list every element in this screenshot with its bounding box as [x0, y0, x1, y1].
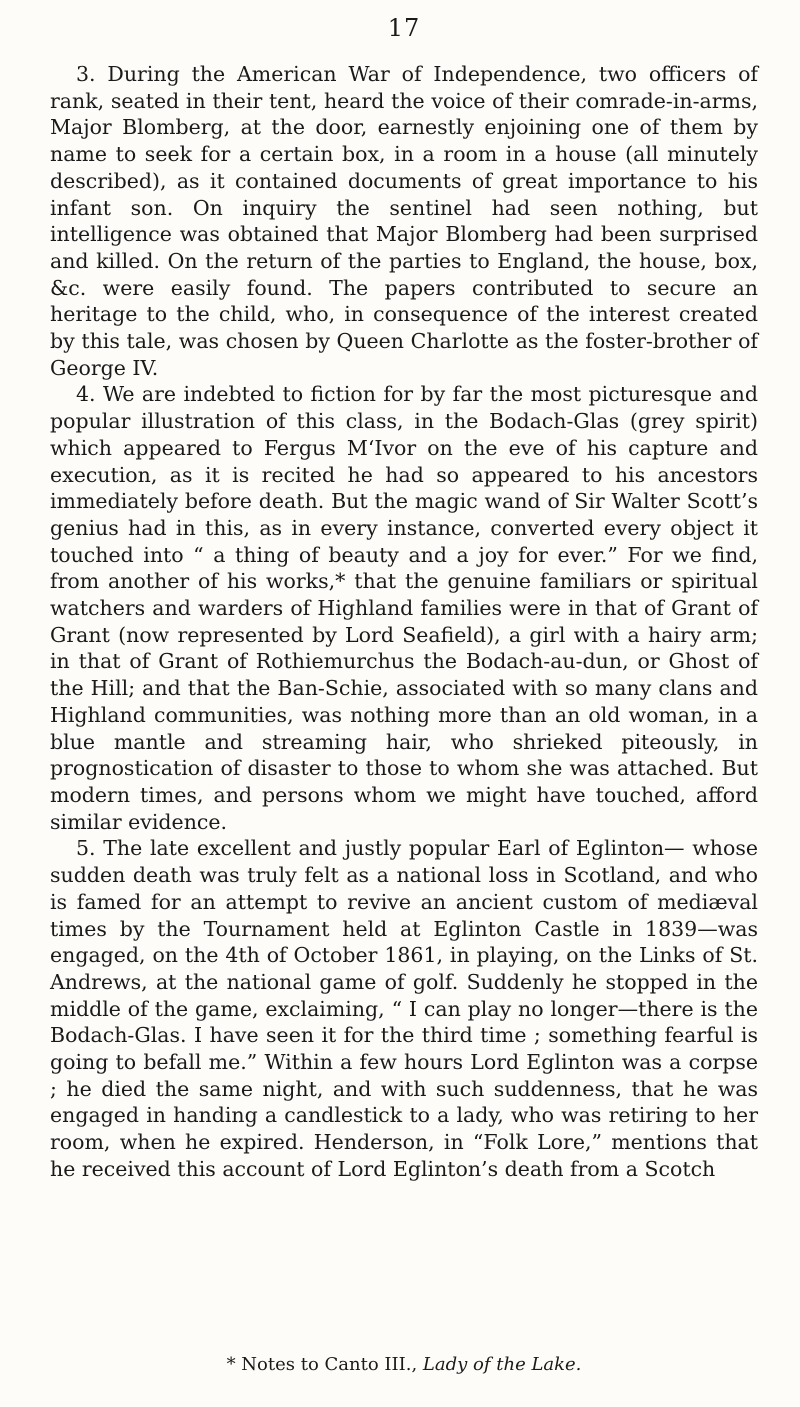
footnote — [50, 1354, 758, 1375]
paragraph-4: 4. We are indebted to fiction for by far the most picturesque and popular illustration of this class, in the Bodach-Glas (grey spirit) which appeared to Fergus M‘Ivor on the eve of his capture and execution, as it is recited he had so appeared to his ancestors immediately before death. But the magic wand of Sir Walter Scott’s genius had in this, as in every instance, converted every object it touched into “ a thing of beauty and a joy for ever.” For we find, from another of his works,* that the genuine familiars or spiritual watchers and warders of Highland families were in that of Grant of Grant (now represented by Lord Seafield), a girl with a hairy arm; in that of Grant of Rothiemurchus the Bodach-au-dun, or Ghost of the Hill; and that the Ban-Schie, associated with so many clans and Highland communities, was nothing more than an old woman, in a blue mantle and streaming hair, who shrieked piteously, in prognostication of disaster to those to whom she was attached. But modern times, and persons whom we might have touched, afford similar evidence. — [50, 382, 758, 834]
footnote-prefix: * Notes to Canto III., — [226, 1354, 423, 1375]
page-number: 17 — [387, 14, 421, 42]
footnote-title: Lady of the Lake. — [422, 1354, 582, 1375]
paragraph-3: 3. During the American War of Independence, two officers of rank, seated in their tent, heard the voice of their comrade-in-arms, Major Blomberg, at the door, earnestly enjoining one of them by name to seek for a certain box, in a room in a house (all minutely described), as it contained documents of great importance to his infant son. On inquiry the sentinel had seen nothing, but intelligence was obtained that Major Blomberg had been surprised and killed. On the return of the parties to England, the house, box, &c. were easily found. The papers contributed to secure an heritage to the child, who, in consequence of the interest created by this tale, was chosen by Queen Charlotte as the foster-brother of George IV. — [50, 62, 758, 380]
body-text — [50, 61, 758, 1183]
paragraph-5: 5. The late excellent and justly popular Earl of Eglinton— whose sudden death was truly felt as a national loss in Scotland, and who is famed for an attempt to revive an ancient custom of mediæval times by the Tournament held at Eglinton Castle in 1839—was engaged, on the 4th of October 1861, in playing, on the Links of St. Andrews, at the national game of golf. Suddenly he stopped in the middle of the game, exclaiming, “ I can play no longer—there is the Bodach-Glas. I have seen it for the third time ; something fearful is going to befall me.” Within a few hours Lord Eglinton was a corpse ; he died the same night, and with such suddenness, that he was engaged in handing a candlestick to a lady, who was retiring to her room, when he expired. Henderson, in “Folk Lore,” mentions that he received this account of Lord Eglinton’s death from a Scotch — [50, 836, 758, 1181]
book-page — [50, 0, 758, 1407]
